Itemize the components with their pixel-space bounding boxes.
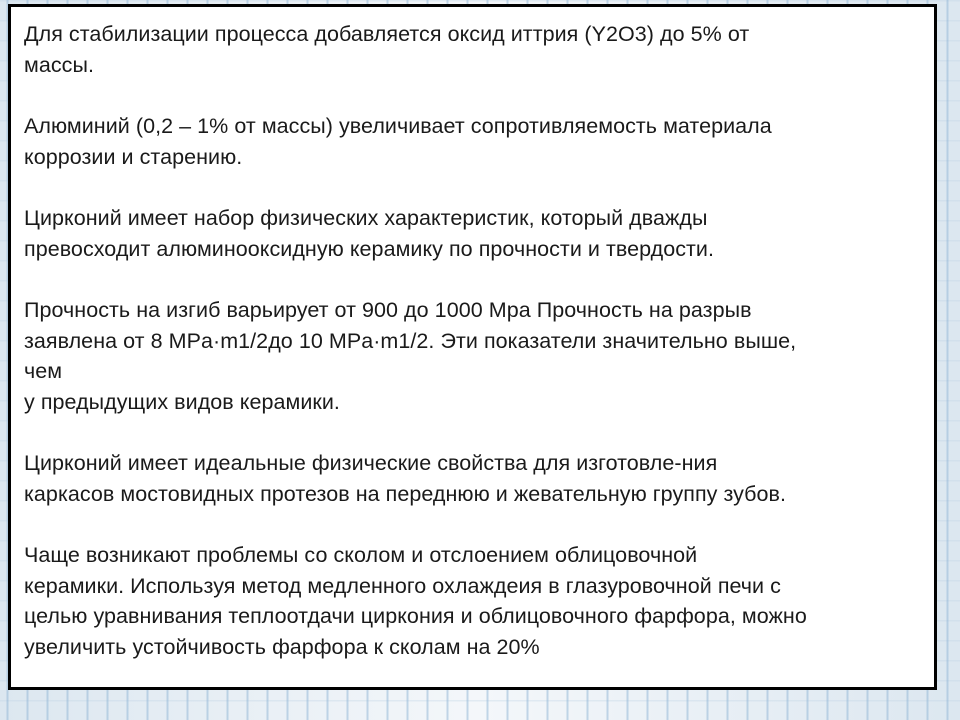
paragraph-chipping: Чаще возникают проблемы со сколом и отслоением облицовочной керамики. Используя метод медленного охлаждеия в глазуровочной печи с целью уравнивания теплоотдачи циркония и облицовочного фарфора, можно увеличить устойчивость фарфора к сколам на 20% xyxy=(24,543,807,659)
paragraph-zirconium-properties: Цирконий имеет идеальные физические свойства для изготовле-ния каркасов мостовидных протезов на переднюю и жевательную группу зубов. xyxy=(24,451,787,506)
paragraph-yttria: Для стабилизации процесса добавляется оксид иттрия (Y2O3) до 5% от массы. xyxy=(24,22,750,77)
text-panel xyxy=(8,4,937,690)
paragraph-flexural-strength: Прочность на изгиб варьирует от 900 до 1000 Мра Прочность на разрыв заявлена от 8 MPa·m1/2до 10 MPa·m1/2. Эти показатели значительно выше, чем у предыдущих видов керамики. xyxy=(24,298,797,414)
paragraph-aluminum: Алюминий (0,2 – 1% от массы) увеличивает сопротивляемость материала коррозии и старению. xyxy=(24,114,772,169)
paragraph-zirconium-strength: Цирконий имеет набор физических характеристик, который дважды превосходит алюминооксидную керамику по прочности и твердости. xyxy=(24,206,715,261)
